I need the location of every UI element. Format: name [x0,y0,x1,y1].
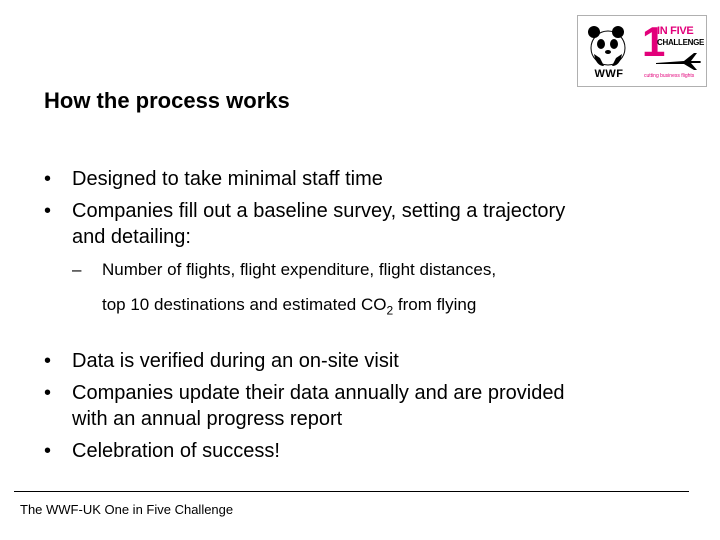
co2-subscript: 2 [386,303,394,318]
bullet-text: Data is verified during an on-site visit [72,350,399,372]
sub-bullet-line2-before: top 10 destinations and estimated CO [102,295,387,314]
airplane-icon [654,51,702,71]
sub-bullet-line2 [102,294,476,321]
challenge-number: 1 [642,18,666,65]
bullet-marker: • [44,350,52,372]
panda-logo-icon [586,22,630,68]
slide-title: How the process works [44,88,290,113]
footer-divider [14,491,689,492]
sub-bullet-line1: Number of flights, flight expenditure, flight distances, [102,260,497,279]
bullet-marker: • [44,168,52,190]
sub-bullet-line2-after: from flying [393,295,477,314]
sub-bullet-marker: – [72,260,82,279]
bullet-marker: • [44,200,52,222]
wwf-logo-text: WWF [594,68,624,80]
bullet-text-line1: Companies fill out a baseline survey, setting a trajectory [72,200,566,222]
bullet-text-line2: with an annual progress report [72,408,343,430]
bullet-text: Celebration of success! [72,440,280,462]
bullet-text-line2: and detailing: [72,226,191,248]
footer-text: The WWF-UK One in Five Challenge [20,502,234,517]
bullet-marker: • [44,440,52,462]
bullet-text: Designed to take minimal staff time [72,168,383,190]
challenge-line1: IN FIVE [657,25,694,37]
challenge-line2: CHALLENGE [657,38,705,47]
logo-box [577,15,707,87]
bullet-text-line1: Companies update their data annually and are provided [72,382,565,404]
challenge-tagline: cutting business flights [644,73,695,79]
challenge-logo [640,18,705,83]
bullet-marker: • [44,382,52,404]
